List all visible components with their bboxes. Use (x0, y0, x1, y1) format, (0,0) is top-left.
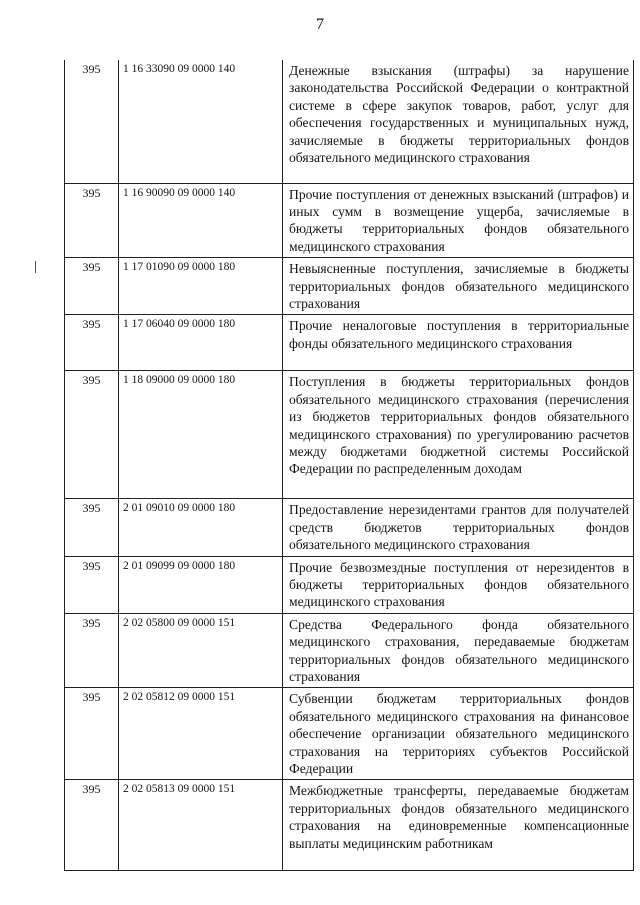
revenue-name-cell (283, 780, 634, 871)
admin-code-cell: 395 (65, 183, 119, 258)
revenue-name: Невыясненные поступления, зачисляемые в бюджеты территориальных фондов обязательного медицинского страхования (289, 261, 629, 311)
revenue-name-cell (283, 371, 634, 499)
revenue-name-cell (283, 258, 634, 315)
table-row (65, 556, 634, 613)
budget-classification-code-cell: 1 16 90090 09 0000 140 (119, 183, 283, 258)
budget-classification-code-cell: 1 17 01090 09 0000 180 (119, 258, 283, 315)
revenue-name-cell (283, 556, 634, 613)
revenue-name-cell (283, 60, 634, 183)
revenue-name: Прочие поступления от денежных взысканий (штрафов) и иных сумм в возмещение ущерба, зачисляемые в бюджеты территориальных фондов обязательного медицинского страхования (289, 186, 629, 254)
admin-code-cell: 395 (65, 556, 119, 613)
budget-classification-code-cell: 2 02 05812 09 0000 151 (119, 688, 283, 780)
budget-classification-code-cell: 1 18 09000 09 0000 180 (119, 371, 283, 499)
margin-mark (35, 261, 36, 273)
revenue-name: Межбюджетные трансферты, передаваемые бюджетам территориальных фондов обязательного медицинского страхования на единовременные компенсационные выплаты медицинским работникам (289, 783, 629, 851)
admin-code-cell: 395 (65, 258, 119, 315)
admin-code-cell: 395 (65, 60, 119, 183)
page-number: 7 (316, 16, 324, 33)
revenue-codes-table (64, 60, 634, 871)
table-row (65, 183, 634, 258)
admin-code-cell: 395 (65, 688, 119, 780)
admin-code-cell: 395 (65, 499, 119, 556)
table-row (65, 613, 634, 688)
table-row (65, 258, 634, 315)
admin-code-cell: 395 (65, 613, 119, 688)
revenue-name: Денежные взыскания (штрафы) за нарушение законодательства Российской Федерации о контрактной системе в сфере закупок товаров, работ, услуг для обеспечения государственных и муниципальных нужд, зачисляемые в бюджеты территориальных фондов обязательного медицинского страхования (289, 63, 629, 166)
revenue-name-cell (283, 315, 634, 371)
revenue-name-cell (283, 499, 634, 556)
admin-code-cell: 395 (65, 780, 119, 871)
table-row (65, 688, 634, 780)
admin-code-cell: 395 (65, 315, 119, 371)
table-row (65, 60, 634, 183)
budget-classification-code-cell: 1 17 06040 09 0000 180 (119, 315, 283, 371)
revenue-name: Прочие безвозмездные поступления от нерезидентов в бюджеты территориальных фондов обязательного медицинского страхования (289, 559, 629, 610)
revenue-name-cell (283, 688, 634, 780)
revenue-name: Поступления в бюджеты территориальных фондов обязательного медицинского страхования (перечисления из бюджетов территориальных фондов обязательного медицинского страхования) по урегулированию расчетов между бюджетами бюджетной системы Российской Федерации по распределенным доходам (289, 374, 629, 477)
revenue-name: Субвенции бюджетам территориальных фондов обязательного медицинского страхования на финансовое обеспечение организации обязательного медицинского страхования на территориях субъектов Российской Федерации (289, 691, 629, 777)
budget-classification-code-cell: 2 02 05800 09 0000 151 (119, 613, 283, 688)
budget-classification-code-cell: 1 16 33090 09 0000 140 (119, 60, 283, 183)
admin-code-cell: 395 (65, 371, 119, 499)
table-row (65, 371, 634, 499)
budget-classification-code-cell: 2 02 05813 09 0000 151 (119, 780, 283, 871)
table-row (65, 780, 634, 871)
revenue-name-cell (283, 183, 634, 258)
table-row (65, 315, 634, 371)
table-row (65, 499, 634, 556)
revenue-name: Предоставление нерезидентами грантов для получателей средств бюджетов территориальных фондов обязательного медицинского страхования (289, 502, 629, 553)
revenue-name: Прочие неналоговые поступления в территориальные фонды обязательного медицинского страхования (289, 318, 629, 351)
revenue-name-cell (283, 613, 634, 688)
revenue-name: Средства Федерального фонда обязательного медицинского страхования, передаваемые бюджетам территориальных фондов обязательного медицинского страхования (289, 616, 629, 684)
budget-classification-code-cell: 2 01 09010 09 0000 180 (119, 499, 283, 556)
budget-classification-code-cell: 2 01 09099 09 0000 180 (119, 556, 283, 613)
